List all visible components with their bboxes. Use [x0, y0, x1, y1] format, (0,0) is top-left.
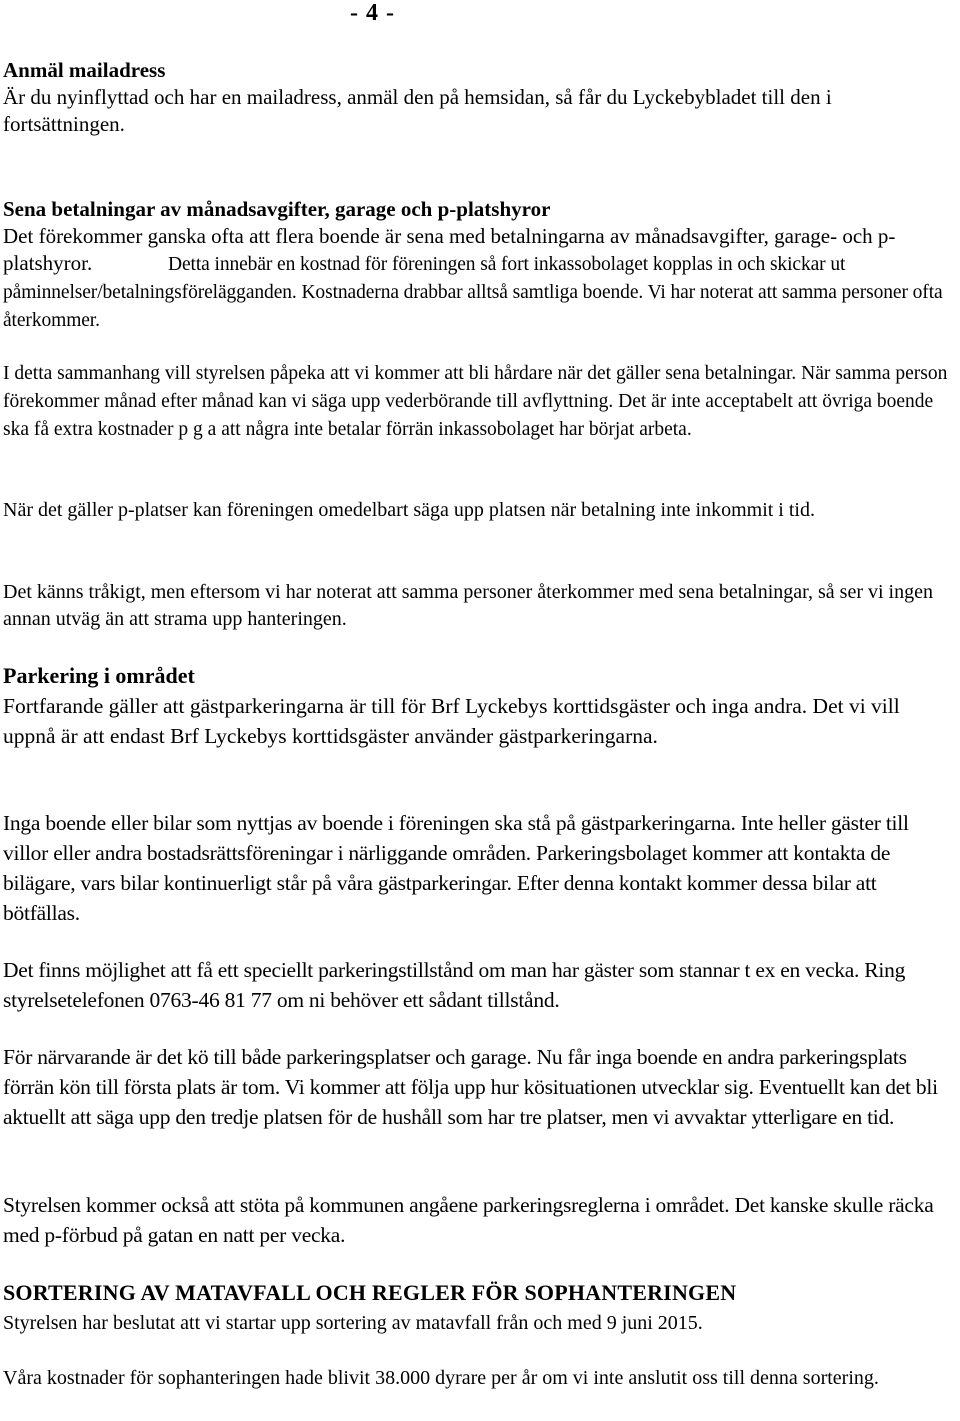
paragraph-waste-2-block [3, 1364, 955, 1392]
paragraph-mail: Är du nyinflyttad och har en mailadress, anmäl den på hemsidan, så får du Lyckebybladet till den i fortsättningen. [3, 85, 832, 136]
paragraph-waste-1: Styrelsen har beslutat att vi startar upp sortering av matavfall från och med 9 juni 2015. [3, 1312, 703, 1334]
paragraph-late-4: Det känns tråkigt, men eftersom vi har noterat att samma personer återkommer med sena betalningar, så ser vi ingen annan utväg än att strama upp hanteringen. [3, 581, 933, 630]
paragraph-late-3-block [3, 497, 955, 524]
section-heading-mail: Anmäl mailadress [3, 58, 166, 82]
paragraph-late-2: I detta sammanhang vill styrelsen påpeka att vi kommer att bli hårdare när det gäller sena betalningar. När samma person förekommer månad efter månad kan vi säga upp vederbörande till avflyttning. Det är inte acceptabelt att övriga boende ska få extra kostnader p g a att några inte betalar förrän inkassobolaget har börjat arbeta. [3, 363, 948, 440]
section-mail [3, 57, 955, 138]
paragraph-parking-5: Styrelsen kommer också att stöta på kommunen angåene parkeringsreglerna i området. Det kanske skulle räcka med p-förbud på gatan en natt per vecka. [3, 1193, 934, 1247]
paragraph-late-1b-block [3, 251, 955, 335]
section-parking [3, 661, 955, 751]
section-heading-waste: SORTERING AV MATAVFALL OCH REGLER FÖR SOPHANTERINGEN [3, 1280, 737, 1305]
section-heading-late-payments: Sena betalningar av månadsavgifter, garage och p-platshyror [3, 197, 551, 221]
page-number: - 4 - [350, 0, 395, 26]
paragraph-parking-5-block [3, 1190, 955, 1250]
paragraph-late-2-block [3, 360, 955, 444]
paragraph-parking-3: Det finns möjlighet att få ett speciellt parkeringstillstånd om man har gäster som stannar t ex en vecka. Ring styrelsetelefonen 0763-46 81 77 om ni behöver ett sådant tillstånd. [3, 958, 906, 1012]
section-waste [3, 1278, 955, 1338]
paragraph-parking-2-block [3, 808, 955, 928]
paragraph-parking-4-block [3, 1042, 955, 1132]
paragraph-waste-2: Våra kostnader för sophanteringen hade blivit 38.000 dyrare per år om vi inte anslutit oss till denna sortering. [3, 1367, 879, 1389]
paragraph-parking-1: Fortfarande gäller att gästparkeringarna är till för Brf Lyckebys korttidsgäster och inga andra. Det vi vill uppnå är att endast Brf Lyckebys korttidsgäster använder gästparkeringarna. [3, 694, 900, 748]
paragraph-parking-3-block [3, 955, 955, 1015]
paragraph-late-1a: Det förekommer ganska ofta att flera boende är sena med betalningarna av månadsavgifter, garage- och p-platshyror. [3, 224, 896, 275]
paragraph-late-1b: Detta innebär en kostnad för föreningen så fort inkassobolaget kopplas in och skickar ut påminnelser/betalningsförelägganden. Kostnaderna drabbar alltså samtliga boende. Vi har noterat att samma personer ofta återkommer. [3, 254, 943, 331]
paragraph-parking-4: För närvarande är det kö till både parkeringsplatser och garage. Nu får inga boende en andra parkeringsplats förrän kön till första plats är tom. Vi kommer att följa upp hur kösituationen utvecklar sig. Eventuellt kan det bli aktuellt att säga upp den tredje platsen för de hushåll som har tre platser, men vi avvaktar ytterligare en tid. [3, 1045, 938, 1129]
paragraph-late-4-block [3, 579, 955, 633]
paragraph-late-3: När det gäller p-platser kan föreningen omedelbart säga upp platsen när betalning inte inkommit i tid. [3, 499, 815, 521]
paragraph-parking-2: Inga boende eller bilar som nyttjas av boende i föreningen ska stå på gästparkeringarna. Inte heller gäster till villor eller andra bostadsrättsföreningar i närliggande områden. Parkeringsbolaget kommer att kontakta de bilägare, vars bilar kontinuerligt står på våra gästparkeringar. Efter denna kontakt kommer dessa bilar att bötfällas. [3, 811, 909, 925]
section-heading-parking: Parkering i området [3, 663, 195, 688]
